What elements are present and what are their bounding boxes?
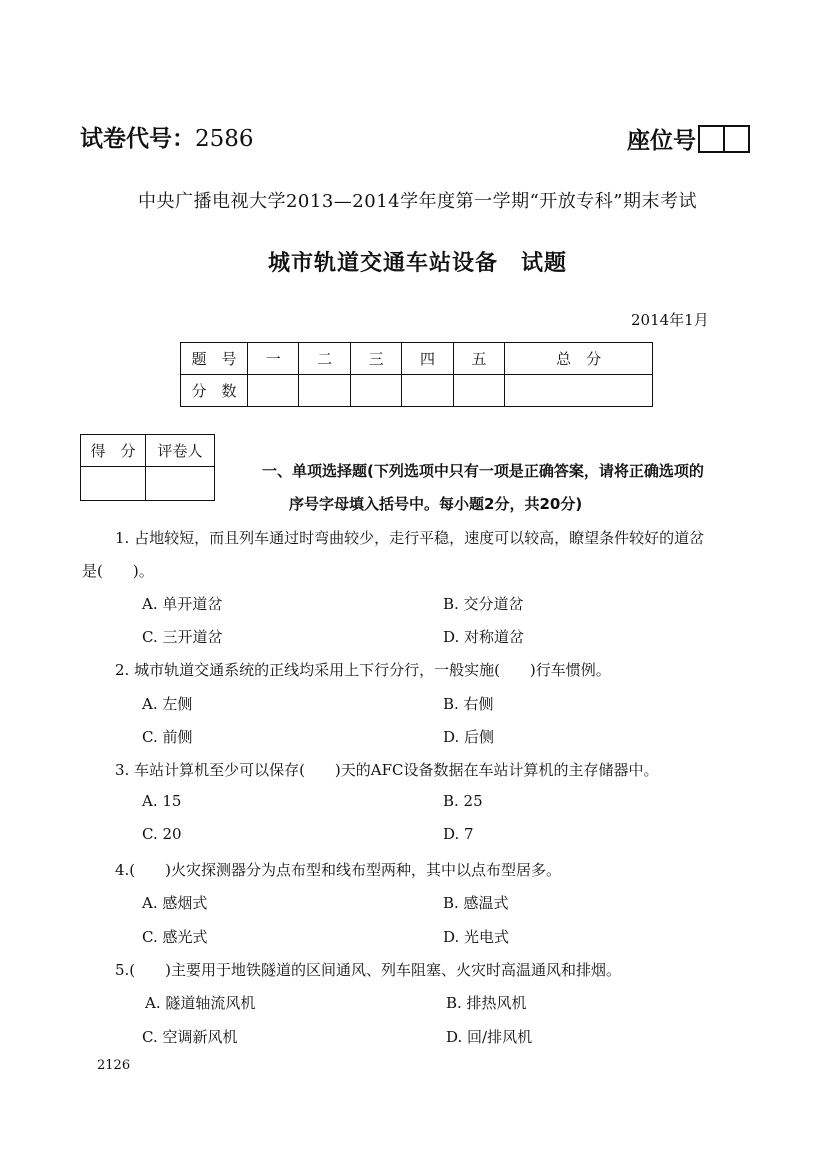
grader-score-cell[interactable] [81,467,146,501]
question-1-option-c: C. 三开道岔 [142,628,223,646]
exam-code-label: 试卷代号： [80,126,195,152]
grader-name-label: 评卷人 [146,435,215,467]
table-cell: 三 [350,343,401,375]
seat-number-boxes [698,125,750,153]
score-cell[interactable] [350,375,401,407]
seat-number-label: 座位号 [627,128,696,154]
score-table-header-row [181,343,653,375]
page-footer-code: 2126 [97,1058,131,1073]
question-3-option-b: B. 25 [443,792,483,810]
question-1-text: 1. 占地较短，而且列车通过时弯曲较少，走行平稳，速度可以较高，瞭望条件较好的道岔 [115,529,705,547]
question-2-option-b: B. 右侧 [443,695,494,713]
score-cell[interactable] [402,375,453,407]
grader-table [80,434,215,501]
exam-date: 2014年1月 [631,311,709,329]
question-5-option-a: A. 隧道轴流风机 [145,994,256,1012]
question-2-text: 2. 城市轨道交通系统的正线均采用上下行分行，一般实施( )行车惯例。 [115,661,611,679]
section-heading-line1: 一、单项选择题(下列选项中只有一项是正确答案，请将正确选项的 [262,462,704,480]
exam-title: 城市轨道交通车站设备 试题 [267,251,567,276]
question-5-option-c: C. 空调新风机 [142,1028,238,1046]
table-cell: 总 分 [505,343,653,375]
question-5-option-b: B. 排热风机 [446,994,527,1012]
question-1-option-a: A. 单开道岔 [142,595,223,613]
question-4-option-b: B. 感温式 [443,894,509,912]
table-cell: 二 [299,343,350,375]
grader-score-label: 得 分 [81,435,146,467]
grader-name-cell[interactable] [146,467,215,501]
question-1-text-cont: 是( )。 [82,562,154,580]
table-cell: 题 号 [181,343,248,375]
question-2-option-c: C. 前侧 [142,728,193,746]
question-3-option-a: A. 15 [142,792,182,810]
table-cell: 五 [453,343,504,375]
table-cell: 四 [402,343,453,375]
table-cell: 分 数 [181,375,248,407]
score-cell[interactable] [505,375,653,407]
exam-code-value: 2586 [195,126,254,152]
question-4-option-c: C. 感光式 [142,928,208,946]
question-1-option-b: B. 交分道岔 [443,595,524,613]
question-5-option-d: D. 回/排风机 [446,1028,533,1046]
question-2-option-a: A. 左侧 [142,695,193,713]
score-cell[interactable] [299,375,350,407]
score-table-score-row [181,375,653,407]
table-cell: 一 [248,343,299,375]
question-3-text: 3. 车站计算机至少可以保存( )天的AFC设备数据在车站计算机的主存储器中。 [115,761,659,779]
question-4-option-a: A. 感烟式 [142,894,208,912]
question-3-option-c: C. 20 [142,825,182,843]
score-cell[interactable] [453,375,504,407]
seat-number [627,122,750,155]
score-table [180,342,653,407]
question-3-option-d: D. 7 [443,825,474,843]
exam-code [80,120,254,153]
question-2-option-d: D. 后侧 [443,728,495,746]
question-1-option-d: D. 对称道岔 [443,628,525,646]
question-4-option-d: D. 光电式 [443,928,510,946]
section-heading-line2: 序号字母填入括号中。每小题2分，共20分) [289,495,583,513]
exam-subtitle: 中央广播电视大学2013—2014学年度第一学期“开放专科”期末考试 [137,191,698,212]
question-4-text: 4.( )火灾探测器分为点布型和线布型两种，其中以点布型居多。 [115,861,562,879]
question-5-text: 5.( )主要用于地铁隧道的区间通风、列车阻塞、火灾时高温通风和排烟。 [115,961,622,979]
score-cell[interactable] [248,375,299,407]
